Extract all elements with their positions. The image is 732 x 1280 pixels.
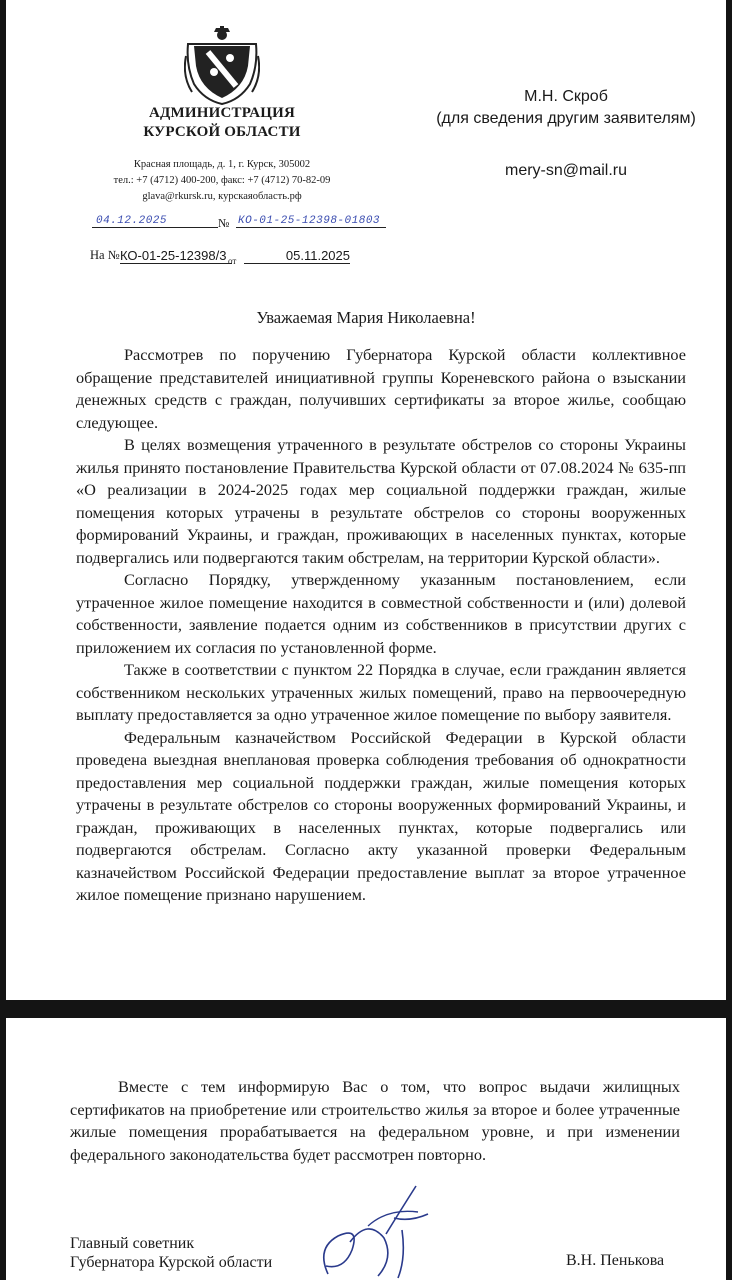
body-paragraph: Также в соответствии с пунктом 22 Порядка в случае, если гражданин является собственником нескольких утраченных жилых помещений, право на первоочередную выплату предоставляется за одно утраченное жилое помещение по выбору заявителя. [76,660,686,724]
body-paragraph: Согласно Порядку, утвержденному указанным постановлением, если утраченное жилое помещение находится в совместной собственности и (или) долевой собственности, заявление подается одним из собственников в присутствии других с приложением их согласия по установленной форме. [76,570,686,657]
signer-title-line1: Главный советник [70,1235,195,1252]
letter-page-2 [6,1018,726,1280]
org-phones: тел.: +7 (4712) 400-200, факс: +7 (4712) 70-82-09 [113,175,331,186]
salutation: Уважаемая Мария Николаевна! [256,308,476,327]
reference-number: КО-01-25-12398/3 [120,248,232,264]
reference-of-label: от [228,256,237,266]
org-emails: glava@rkursk.ru, курскаяобласть.рф [142,191,302,202]
reference-label: На № [90,248,120,262]
organization-name [106,104,338,142]
recipient-note: (для сведения другим заявителям) [436,110,696,127]
closing-paragraph: Вместе с тем информирую Вас о том, что вопрос выдачи жилищных сертификатов на приобретение или строительство жилья за второе и более утраченные жилые помещения прорабатывается на федеральном уровне, и при изменении федерального законодательства будет рассмотрен повторно. [70,1077,680,1164]
body-paragraph: Рассмотрев по поручению Губернатора Курской области коллективное обращение представителей инициативной группы Кореневского района о взыскании денежных средств с граждан, получивших сертификаты за второе жилье, сообщаю следующее. [76,345,686,432]
org-name-line1: АДМИНИСТРАЦИЯ [149,105,295,121]
handwritten-signature [298,1178,438,1280]
reference-date: 05.11.2025 [244,248,350,264]
org-name-line2: КУРСКОЙ ОБЛАСТИ [143,124,301,140]
coat-of-arms-icon [184,26,260,106]
registration-number: КО-01-25-12398-01803 [236,215,386,228]
registration-date: 04.12.2025 [92,215,218,228]
letter-closing [70,1076,680,1166]
letter-page-1 [6,0,726,1000]
body-paragraph: Федеральным казначейством Российской Федерации в Курской области проведена выездная внеплановая проверка соблюдения требования об однократности предоставления мер социальной поддержки граждан, жилые помещения которых утрачены в результате обстрелов со стороны вооруженных формирований Украины, и граждан, проживающих в населенных пунктах, которые подвергались или подвергаются обстрелам. Согласно акту указанной проверки Федеральным казначейством Российской Федерации предоставление выплат за второе утраченное жилое помещение признано нарушением. [76,727,686,904]
signer-title-line2: Губернатора Курской области [70,1254,273,1271]
organization-contacts [74,157,370,205]
body-paragraph: В целях возмещения утраченного в результате обстрелов со стороны Украины жилья принято постановление Правительства Курской области от 07.08.2024 № 635-пп «О реализации в 2024-2025 годах мер социальной поддержки граждан, жилые помещения которых утрачены в результате обстрелов со стороны вооруженных формирований Украины, и граждан, проживающих в населенных пунктах, которые подвергались или подвергаются таким обстрелам, на территории Курской области». [76,435,686,567]
org-address: Красная площадь, д. 1, г. Курск, 305002 [133,159,311,170]
recipient-block [416,86,716,130]
signer-title [70,1234,272,1272]
recipient-name: М.Н. Скроб [524,88,608,105]
recipient-email: mery-sn@mail.ru [504,162,628,179]
signer-name: В.Н. Пенькова [566,1252,665,1269]
letter-body [76,344,686,907]
registration-number-label: № [218,216,230,230]
